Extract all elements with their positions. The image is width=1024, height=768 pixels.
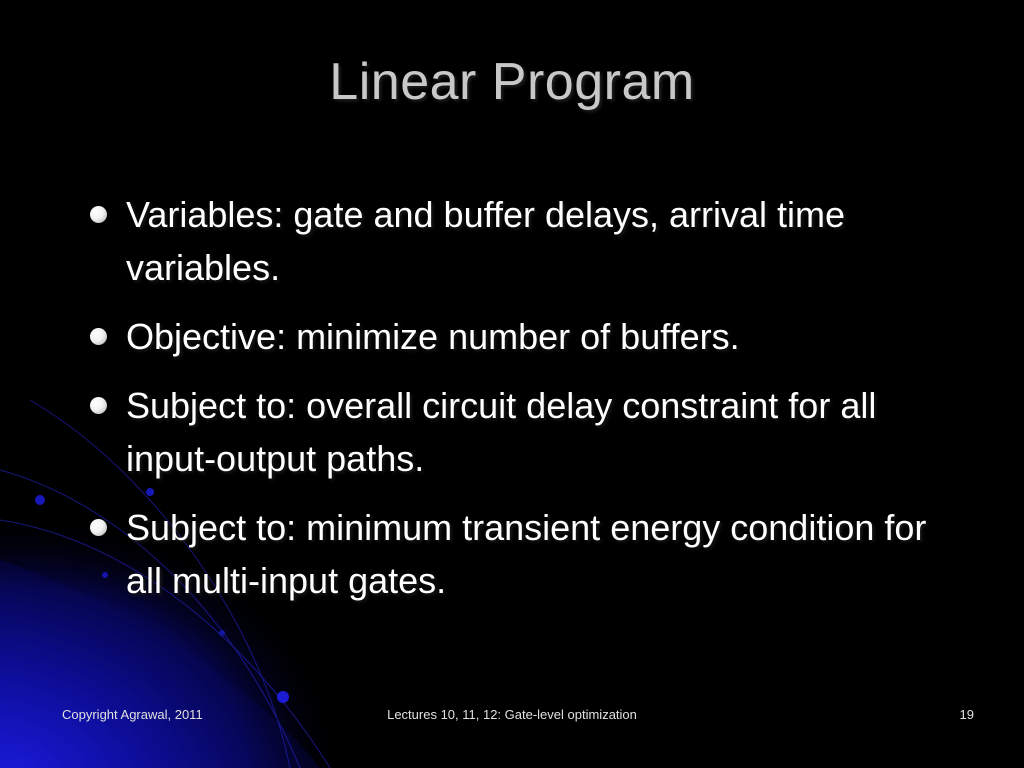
bullet-dot-icon	[90, 328, 107, 345]
bullet-item	[88, 379, 948, 485]
bullet-text: Objective: minimize number of buffers.	[126, 316, 740, 357]
slide-title: Linear Program	[329, 53, 695, 111]
footer-course-title: Lectures 10, 11, 12: Gate-level optimization	[387, 707, 637, 722]
footer-copyright: Copyright Agrawal, 2011	[62, 707, 203, 722]
bullet-item	[88, 310, 948, 363]
bullet-text: Subject to: overall circuit delay constraint for all input-output paths.	[126, 385, 877, 479]
bullet-text: Subject to: minimum transient energy condition for all multi-input gates.	[126, 507, 927, 601]
bullet-dot-icon	[90, 519, 107, 536]
bullet-dot-icon	[90, 397, 107, 414]
bullet-dot-icon	[90, 206, 107, 223]
bullet-list	[88, 188, 948, 623]
bullet-text: Variables: gate and buffer delays, arrival time variables.	[126, 194, 846, 288]
slide-number: 19	[959, 707, 974, 722]
bullet-item	[88, 501, 948, 607]
bullet-item	[88, 188, 948, 294]
